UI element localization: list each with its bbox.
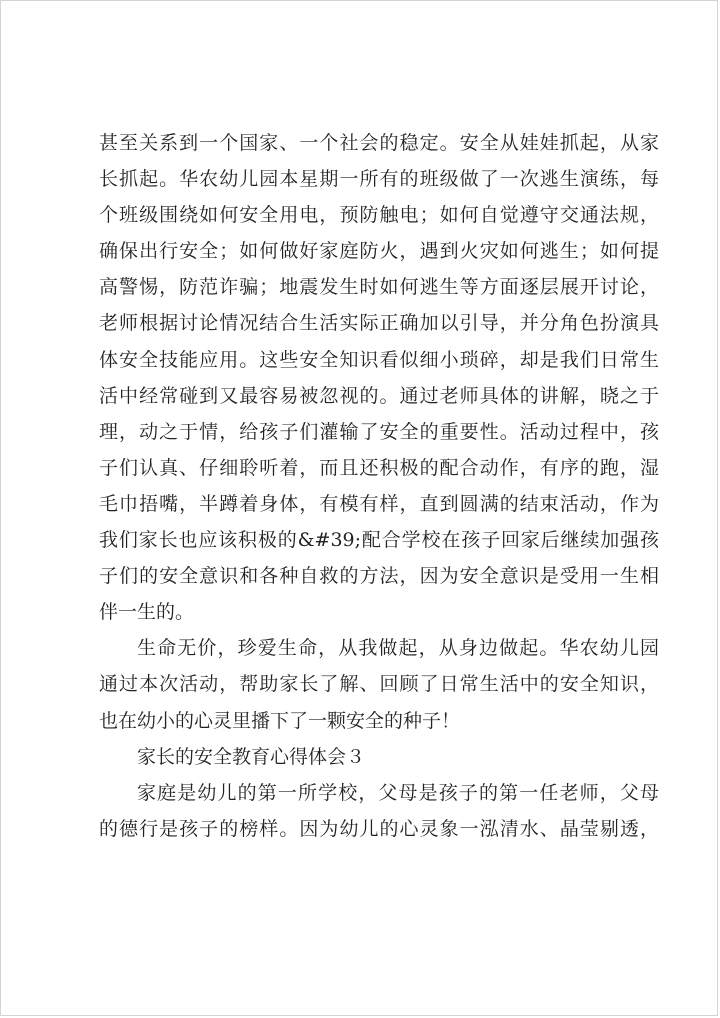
section-heading [99,739,659,775]
text-line: 伴一生的。 [99,601,195,624]
text-line: 活中经常碰到又最容易被忽视的。通过老师具体的讲解，晓之于 [99,384,659,407]
text-line: 个班级围绕如何安全用电，预防触电；如何自觉遵守交通法规， [99,204,659,227]
paragraph-3 [99,775,659,847]
text-line: 确保出行安全；如何做好家庭防火，遇到火灾如何逃生；如何提 [99,240,659,263]
text-line: 理，动之于情，给孩子们灌输了安全的重要性。活动过程中，孩 [99,420,659,443]
text-line: 通过本次活动，帮助家长了解、回顾了日常生活中的安全知识， [99,673,659,696]
paragraph-1 [99,125,659,630]
text-line: 子们认真、仔细聆听着，而且还积极的配合动作，有序的跑，湿 [99,456,659,479]
text-line: 生命无价，珍爱生命，从我做起，从身边做起。华农幼儿园 [137,637,659,660]
text-line: 老师根据讨论情况结合生活实际正确加以引导，并分角色扮演具 [99,312,659,335]
document-body [99,125,659,847]
text-line: 毛巾捂嘴，半蹲着身体，有模有样，直到圆满的结束活动，作为 [99,492,659,515]
text-line: 我们家长也应该积极的&#39;配合学校在孩子回家后继续加强孩 [99,529,659,552]
heading-line: 家长的安全教育心得体会３ [137,745,366,768]
text-line: 体安全技能应用。这些安全知识看似细小琐碎，却是我们日常生 [99,348,659,371]
text-line: 甚至关系到一个国家、一个社会的稳定。安全从娃娃抓起，从家 [99,132,659,154]
text-line: 家庭是幼儿的第一所学校，父母是孩子的第一任老师，父母 [137,781,659,804]
text-line: 高警惕，防范诈骗；地震发生时如何逃生等方面逐层展开讨论， [99,276,659,299]
text-line: 的德行是孩子的榜样。因为幼儿的心灵象一泓清水、晶莹剔透， [99,817,659,840]
text-line: 子们的安全意识和各种自救的方法，因为安全意识是受用一生相 [99,565,659,588]
paragraph-2 [99,630,659,738]
text-line: 长抓起。华农幼儿园本星期一所有的班级做了一次逃生演练，每 [99,168,659,191]
text-line: 也在幼小的心灵里播下了一颗安全的种子！ [99,709,461,732]
